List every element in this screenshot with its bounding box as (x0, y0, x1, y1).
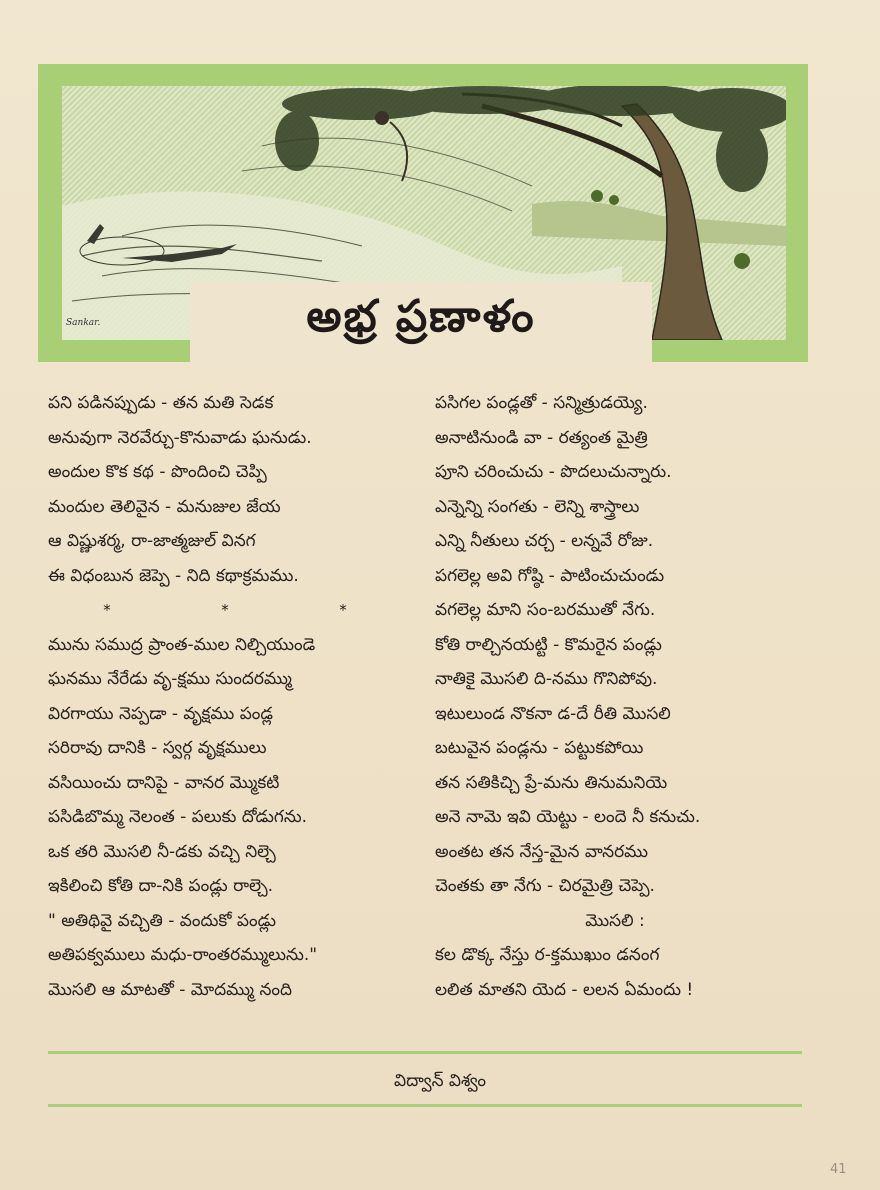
verse-line: చెంతకు తా నేగు - చిరమైత్రి చెప్పె. (435, 876, 655, 896)
separator-star: * (221, 601, 229, 619)
verse-line: అంతట తన నేస్త-మైన వానరము (435, 841, 649, 862)
speaker-heading: మొసలి : (585, 910, 645, 931)
verse-line: ఘనము నేరేడు వృ-క్షము సుందరమ్ము (48, 669, 292, 689)
verse-line: కోతి రాల్చినయట్టి - కొమరైన పండ్లు (435, 634, 662, 655)
verse-line: అనె నామె ఇవి యెట్టు - లందె నీ కనుచు. (435, 807, 701, 827)
verse-line: ఎన్ని నీతులు చర్చ - లన్నవే రోజు. (435, 531, 654, 551)
verse-line: మందుల తెలివైన - మనుజుల జేయ (48, 496, 281, 517)
title-box (190, 282, 652, 362)
verse-line: " అతిథివై వచ్చితి - వందుకో పండ్లు (48, 910, 277, 931)
verse-line: అందుల కొక కథ - పొందించి చెప్పి (48, 462, 267, 482)
verse-line: అతిపక్వములు మధు-రాంతరమ్ములును." (48, 945, 318, 965)
verse-line: ఆ విష్ణుశర్మ, రా-జాత్మజుల్ వినగ (48, 531, 256, 551)
page-title: అభ్ర ప్రణాళం (306, 291, 536, 342)
verse-line: నాతికై మొసలి ది-నము గొనిపోవు. (435, 669, 658, 689)
verse-line: పసిగల పండ్లతో - సన్మిత్రుడయ్యె. (435, 393, 648, 413)
verse-line: సరిరావు దానికి - స్వర్గ వృక్షములు (48, 738, 267, 758)
separator-star: * (103, 601, 111, 619)
verse-line: వగలెల్ల మాని సం-బరముతో నేగు. (435, 600, 656, 620)
page-number: 41 (830, 1162, 847, 1177)
verse-line: ఎన్నెన్ని సంగతు - లెన్ని శాస్త్రాలు (435, 496, 640, 517)
verse-line: తన సతికిచ్చి ప్రే-మను తినుమనియె (435, 772, 668, 793)
poem-right-column (435, 386, 825, 1007)
verse-line: మును సముద్ర ప్రాంత-ముల నిల్చియుండె (48, 634, 316, 655)
verse-line: విరగాయు నెప్పడా - వృక్షము పండ్ల (48, 703, 273, 724)
verse-line: ఇకిలించి కోతి దా-నికి పండ్లు రాల్చె. (48, 876, 274, 896)
author-name: విద్వాన్ విశ్వం (394, 1071, 486, 1091)
verse-line: లలిత మాతని యెద - లలన ఏమందు ! (435, 979, 694, 1000)
verse-line: బటువైన పండ్లను - పట్టుకపోయి (435, 738, 644, 758)
verse-line: ఒక తరి మొసలి నీ-డకు వచ్చి నిల్చె (48, 841, 276, 862)
verse-line: ఇటులుండ నొకనా డ-దే రీతి మొసలి (435, 703, 671, 724)
verse-line: అనాటినుండి వా - రత్యంత మైత్రి (435, 427, 648, 448)
verse-line: మొసలి ఆ మాటతో - మోదమ్ము నంది (48, 979, 293, 1000)
verse-line: ఈ విధంబున జెప్పె - నిది కథాక్రమము. (48, 565, 299, 586)
footer-rule-top (48, 1051, 802, 1054)
verse-line: పని పడినప్పుడు - తన మతి సెడక (48, 393, 274, 413)
section-separator (48, 593, 438, 628)
verse-line: పసిడిబొమ్మ నెలంత - పలుకు దోడుగను. (48, 807, 308, 827)
verse-line: పూని చరించుచు - పొదలుచున్నారు. (435, 462, 672, 482)
verse-line: పగలెల్ల అవి గోష్ఠి - పాటించుచుండు (435, 565, 665, 586)
artist-signature: Sankar. (66, 318, 101, 328)
poem-left-column (48, 386, 438, 1007)
verse-line: వసియించు దానిపై - వానర మ్మొకటి (48, 772, 280, 793)
verse-line: అనువుగా నెరవేర్చు-కొనువాడు ఘనుడు. (48, 427, 312, 448)
footer-rule-bottom (48, 1104, 802, 1107)
separator-star: * (339, 601, 347, 619)
verse-line: కల డొక్క నేస్తు ర-క్తముఖుం డనంగ (435, 945, 660, 965)
